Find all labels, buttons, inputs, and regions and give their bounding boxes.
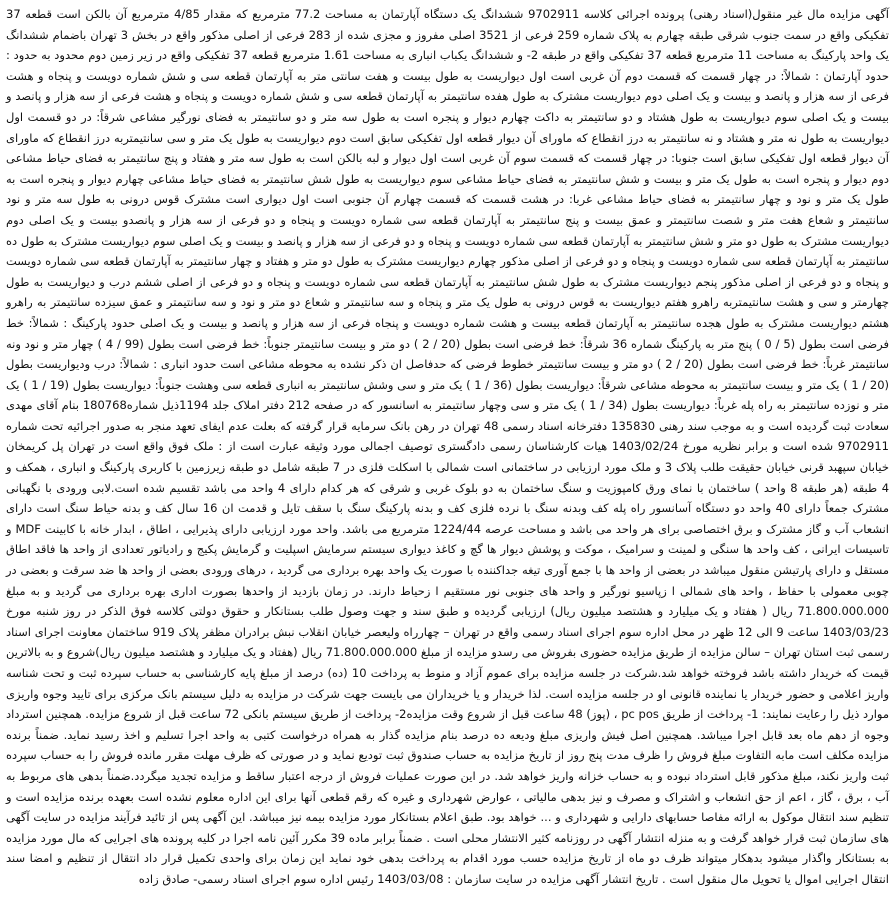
auction-notice-text: آگهی مزایده مال غیر منقول(اسناد رهنی) پرونده اجرائی کلاسه 9702911 ششدانگ یک دستگاه آپارتمان به مساحت 77.2 مترمربع که مقدار 4/85 مترمربع آن بالکن است قطعه 37 تفکیکی واقع در سمت جنوب شرقی طبقه چهارم به پلاک شماره 259 فرعی از 3521 اصلی مفروز و مجزی شده از 283 فرعی از اصلی مذکور واقع در بخش 3 تهران باضمام ششدانگ یک واحد پارکینگ به مساحت 11 مترمربع قطعه 37 تفکیکی واقع در طبقه 2- و ششدانگ یکباب انباری به مساحت 1.61 مترمربع قطعه 37 تفکیکی واقع در زیر زمین دوم محدود به حدود : حدود آپارتمان : شمالاً: در چهار قسمت که قسمت دوم آن غربی است اول دیواریست به طول بیست و هفت سانتی متر به آپارتمان قطعه سی و شش شماره دویست و پنجاه و هشت فرعی از سه هزار و پانصد و بیست و یک اصلی دوم دیواریست مشترک به طول هفده سانتیمتر به آپارتمان قطعه سی و شش شماره دویست و پنجاه و هشت فرعی از سه هزار و پانصد و بیست و یک اصلی سوم دیواریست به طول هشتاد و دو سانتیمتر به داکت چهارم دیوار و پنجره است به طول سه متر و دو سانتیمتر به فضای نورگیر مشاعی شرقاً: در دو قسمت اول دیواریست به طول نه متر و هشتاد و نه سانتیمتر به درز انقطاع که ماورای آن دیوار قطعه اول تفکیکی سابق است دوم دیواریست به طول یک متر و سی سانتیمتربه درز انقطاع که ماورای آن دیوار قطعه اول تفکیکی سابق است جنوبا: در چهار قسمت که قسمت سوم آن غربی است اول دیوار و لبه بالکن است به طول سه متر و هفتاد و پنج سانتیمتر به فضای حیاط مشاعی دوم دیوار و پنجره است به طول یک متر و بیست و شش سانتیمتر به فضای حیاط مشاعی سوم دیواریست به طول شش سانتیمتر به فضای حیاط مشاعی چهارم دیوار و پنجره است به طول یک متر و نود و چهار سانتیمتر به فضای حیاط مشاعی غربا: در هشت قسمت که قسمت چهارم آن جنوبی است اول دیواری است مشترک قوس درونی به طول سه متر و نود سانتیمتر و شعاع هفت متر و شصت سانتیمتر و عمق بیست و پنج سانتیمتر به آپارتمان قطعه سی شماره دویست و پنجاه و دو فرعی از سه هزار و پانصدو بیست و یک اصلی دوم دیواریست مشترک به طول دو متر و شش سانتیمتر به آپارتمان قطعه سی شماره دویست و پنجاه و دو فرعی از سه هزار و پانصد و بیست و یک اصلی سوم دیواریست مشترک به طول ده سانتیمتر به آپارتمان قطعه سی شماره دویست و پنجاه و دو فرعی از اصلی مذکور چهارم دیواریست مشترک به طول دو متر و هفتاد و چهار سانتیمتر به آپارتمان قطعه سی شماره دویست و پنجاه و دو فرعی از اصلی مذکور پنجم دیواریست مشترک به طول شش سانتیمتر به آپارتمان قطعه سی شماره دویست و پنجاه و دو فرعی از اصلی ششم درب و دیواریست به طول چهارمتر و سی و هشت سانتیمتربه راهرو هفتم دیواریست به قوس درونی به طول یک متر و پنجاه و سه سانتیمتر و شعاع دو متر و نود و سه سانتیمتر و عمق سیزده سانتیمتر به راهرو هشتم دیواریست مشترک به طول هجده سانتیمتر به آپارتمان قطعه بیست و هشت شماره دویست و پنجاه فرعی از سه هزار و پانصد و بیست و یک اصلی حدود پارکینگ : شمالاً: خط فرضی است بطول (5 / 0 ) پنج متر به پارکینگ شماره 36 شرقاً: خط فرضی است بطول (20 / 2 ) دو متر و بیست سانتیمتر جنوباً: خط فرضی است بطول (99 / 4 ) چهار متر و نود ونه سانتیمتر غرباً: خط فرضی است بطول (20 / 2 ) دو متر و بیست سانتیمتر خطوط فرضی که حدفاصل ان ذکر نشده به محوطه مشاعی است حدود انباری : شمالاً: درب ودیواریست بطول (20 / 1 ) یک متر و بیست سانتیمتر به محوطه مشاعی شرقاً: دیواریست بطول (36 / 1 ) یک متر و سی وشش سانتیمتر به انباری قطعه سی وهشت جنوباً: دیواریست بطول (19 / 1 ) یک متر و نوزده سانتیمتر به راه پله غرباً: دیواریست بطول (34 / 1 ) یک متر و سی وچهار سانتیمتر به اسانسور که در صفحه 212 دفتر املاک جلد 1194ذیل شماره180768 بنام آقای مهدی سعادت ثبت گردیده است و به موجب سند رهنی 135830 دفترخانه اسناد رسمی 48 تهران در رهن بانک سرمایه قرار گرفته که بعلت عدم ایفای تعهد منجر به صدور اجرائیه تحت شماره 9702911 شده است و برابر نظریه مورخ 1403/02/24 هیات کارشناسان رسمی دادگستری توصیف اجمالی مورد وثیقه عبارت است از : ملک فوق واقع است در تهران پل کریمخان خیابان سپهبد قرنی خیابان حقیقت طلب پلاک 3 و ملک مورد ارزیابی در ساختمانی است شمالی با اسکلت فلزی در 7 طبقه شامل دو طبقه زیرزمین با کاربری پارکینگ و انباری ، همکف و 4 طبقه (هر طبقه 8 واحد ) ساختمان با نمای ورق کامپوزیت و سنگ ساختمان به دو بلوک غربی و شرقی که هر کدام دارای 4 واحد می باشد تقسیم شده است.لابی ورودی با نگهبانی مشترک جمعاً دارای 40 واحد دو دستگاه آسانسور راه پله کف وبدنه سنگ با نرده فلزی کف و بدنه پارکینگ سنگ با سقف تایل و قدمت ان 16 سال کف و بدنه حیاط سنگ است دارای انشعاب آب و گاز مشترک و برق اختصاصی برای هر واحد می باشد و مساحت عرصه 1224/44 مترمربع می باشد. واحد مورد ارزیابی دارای پذیرایی ، اطاق ، ابدار خانه با کابینت MDF و تاسیسات ایرانی ، کف واحد ها سنگی و لمینت و سرامیک ، موکت و پوشش دیوار ها گچ و کاغذ دیواری سیستم سرمایش اسپلیت و گرمایش پکیج و رادیاتور تعدادی از واحد ها فاقد اطاق مستقل و دارای پارتیشن منقول میباشد در بعضی از واحد ها با جمع آوری تیغه جداکننده با صورت یک واحد بهره برداری می گردید ، درهای ورودی بعضی از واحد ها ضد سرقت و بعضی در چوبی معمولی با حفاظ ، واحد های شمالی ا زپاسیو نورگیر و واحد های جنوبی نور مستقیم ا زحیاط دارند. در زمان بازدید از واحدها بصورت اداری بهره برداری می گردید و به مبلغ 71.800.000.000 ریال ( هفتاد و یک میلیارد و هشتصد میلیون ریال) ارزیابی گردیده و طبق سند و جهت وصول طلب بستانکار و حقوق دولتی کلاسه فوق الذکر در روز شنبه مورخ 1403/03/23 ساعت 9 الی 12 ظهر در محل اداره سوم اجرای اسناد رسمی واقع در تهران – چهارراه ولیعصر خیابان انقلاب نبش برادران مظفر پلاک 919 ساختمان معاونت اجرای اسناد رسمی ثبت استان تهران – سالن مزایده از طریق مزایده حضوری بفروش می رسدو مزایده از مبلغ 71.800.000.000 ریال (هفتاد و یک میلیارد و هشتصد میلیون ریال)شروع و به بالاترین قیمت که خریدار داشته باشد فروخته خواهد شد.شرکت در جلسه مزایده برای عموم آزاد و منوط به پرداخت 10 (ده) درصد از مبلغ پایه کارشناسی به حساب سپرده ثبت و تحت شناسه واریز اعلامی و حضور خریدار یا نماینده قانونی او در جلسه مزایده است. لذا خریدار و یا خریداران می بایست جهت شرکت در مزایده به دلیل سیستم بانک مرکزی برای تایید وجوه واریزی موارد ذیل را رعایت نمایند: 1- پرداخت از طریق pc pos ، (پوز) 48 ساعت قبل از شروع وقت مزایده2- پرداخت از طریق سیستم بانکی 72 ساعت قبل از شروع مزایده. همچنین استرداد وجوه از دهم ماه بعد قابل اجرا میباشد. همچنین اصل فیش واریزی مبلغ ودیعه ده درصد بنام مزایده گذار به همراه درخواست کتبی به واحد اجرا تسلیم و اخذ رسید نماید. ضمناً برنده مزایده مکلف است مابه التفاوت مبلغ فروش را ظرف مدت پنج روز از تاریخ مزایده به حساب صندوق ثبت تودیع نماید و در صورتی که ظرف مهلت مقرر مانده فروش را به حساب سپرده ثبت واریز نکند، مبلغ مذکور قابل استرداد نبوده و به حساب خزانه واریز خواهد شد. در این صورت عملیات فروش از درجه اعتبار ساقط و مزایده تجدید میگردد.ضمناً بدهی های مربوط به آب ، برق ، گاز ، اعم از حق انشعاب و اشتراک و مصرف و نیز بدهی مالیاتی ، عوارض شهرداری و غیره که رقم قطعی آنها برای این اداره معلوم نشده است بعهده برنده مزایده است و تنظیم سند انتقال موکول به ارائه مفاصا حسابهای دارایی و شهرداری و ... خواهد بود. طبق اعلام بستانکار مورد مزایده بیمه نیز میباشد. این آگهی پس از تائید فرآیند مزایده در سایت آگهی های سازمان ثبت قرار خواهد گرفت و به منزله انتشار آگهی در روزنامه کثیر الانتشار محلی است . ضمناً برابر ماده 39 مکرر آئین نامه اجرا در کلیه پرونده های اجرایی که مال مورد مزایده به بستانکار واگذار میشود بدهکار میتواند ظرف دو ماه از تاریخ مزایده حسب مورد اقدام به پرداخت بدهی خود نماید این زمان برای واحدی تکمیل قرار داد انتقال از تنظیم و امضا سند انتقال اجرایی اموال یا تحویل مال منقول است . تاریخ انتشار آگهی مزایده در سایت سازمان : 1403/03/08 رئیس اداره سوم اجرای اسناد رسمی- صادق زاده: [6, 7, 890, 886]
